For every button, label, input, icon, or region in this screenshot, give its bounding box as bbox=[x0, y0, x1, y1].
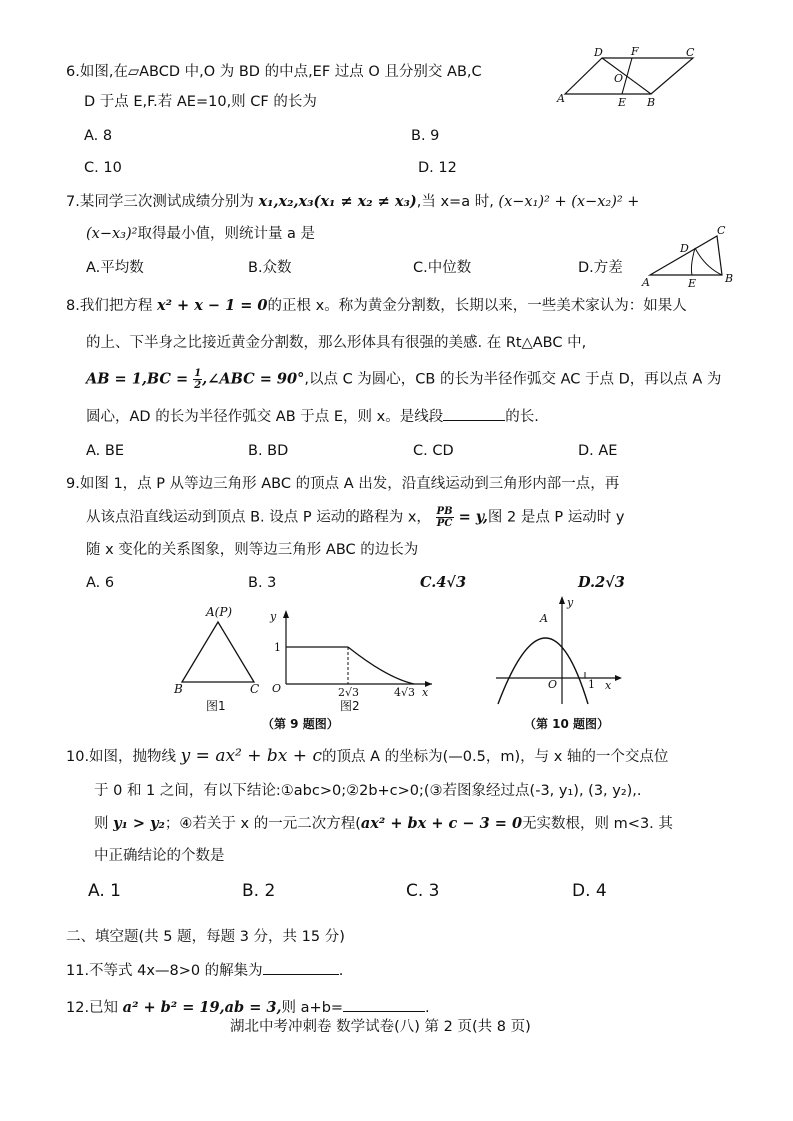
q7-expr2: (x−x₃)² bbox=[86, 226, 138, 242]
q7-vars: x₁,x₂,x₃(x₁ ≠ x₂ ≠ x₃) bbox=[258, 193, 417, 210]
q9-frac-num: PB bbox=[436, 506, 453, 517]
q6-option-c: C. 10 bbox=[84, 160, 122, 176]
q7-option-d: D.方差 bbox=[578, 260, 623, 276]
q7-fig-label-d: D bbox=[680, 242, 689, 255]
q9-line2-prefix: 从该点沿直线运动到顶点 B. 设点 P 运动的路程为 x， bbox=[86, 509, 436, 526]
q7-fig-label-e: E bbox=[688, 277, 697, 290]
q9-line2-eq: = y, bbox=[453, 508, 488, 526]
q7-fig-label-b: B bbox=[725, 272, 734, 285]
q9-fig1-label-c: C bbox=[250, 682, 260, 696]
q9-option-b: B. 3 bbox=[248, 575, 277, 591]
q6-label-d: D bbox=[594, 46, 603, 59]
q6-parallelogram-figure bbox=[548, 44, 708, 114]
q6-label-c: C bbox=[686, 46, 695, 59]
q10-option-b: B. 2 bbox=[242, 881, 276, 901]
q7-fig-label-a: A bbox=[642, 276, 650, 289]
q8-line4-suffix: 的长. bbox=[505, 409, 539, 425]
q10-fig-label-o: O bbox=[548, 678, 558, 691]
q7-option-b: B.众数 bbox=[248, 260, 292, 276]
section2-heading: 二、填空题(共 5 题，每题 3 分，共 15 分) bbox=[66, 929, 345, 945]
q12-answer-blank[interactable] bbox=[343, 997, 425, 1012]
q9-fig2-caption: 图2 bbox=[340, 699, 360, 713]
q8-frac-den: 2 bbox=[194, 380, 202, 391]
q10-line4: 中正确结论的个数是 bbox=[94, 848, 225, 864]
q9-option-c: C.4√3 bbox=[420, 574, 467, 591]
q6-label-a: A bbox=[557, 92, 565, 105]
q8-line2: 的上、下半身之比接近黄金分割数，那么形体具有很强的美感. 在 Rt△ABC 中, bbox=[86, 335, 587, 351]
q11-prefix: 11.不等式 4x—8>0 的解集为 bbox=[66, 963, 263, 979]
q12-line bbox=[66, 997, 430, 1018]
q10-figure-caption: （第 10 题图） bbox=[524, 717, 610, 731]
q8-option-c: C. CD bbox=[413, 443, 454, 459]
q9-fig2-graph bbox=[262, 600, 442, 700]
q10-prefix: 10.如图，抛物线 bbox=[66, 749, 181, 765]
q10-line3 bbox=[94, 814, 673, 834]
q10-equation2: ax² + bx + c − 3 = 0 bbox=[360, 815, 523, 832]
q8-triangle-figure bbox=[640, 222, 740, 290]
q7-line2 bbox=[86, 224, 315, 244]
q10-fig-label-a: A bbox=[540, 612, 548, 625]
q8-answer-blank[interactable] bbox=[443, 406, 505, 421]
q10-line1-suffix: 的顶点 A 的坐标为(—0.5，m)，与 x 轴的一个交点位 bbox=[321, 749, 669, 765]
q12-given: a² + b² = 19,ab = 3, bbox=[122, 999, 282, 1016]
q11-line bbox=[66, 960, 343, 981]
q10-ineq: y₁ > y₂ bbox=[113, 815, 165, 832]
q6-label-e: E bbox=[618, 96, 627, 109]
q8-line4 bbox=[86, 406, 539, 427]
q6-line2: D 于点 E,F.若 AE=10,则 CF 的长为 bbox=[84, 94, 317, 110]
page-footer: 湖北中考冲刺卷 数学试卷(八) 第 2 页(共 8 页) bbox=[230, 1019, 531, 1035]
q9-fraction bbox=[436, 506, 454, 529]
q12-prefix: 12.已知 bbox=[66, 1000, 123, 1016]
q10-option-a: A. 1 bbox=[88, 881, 121, 901]
q8-option-a: A. BE bbox=[86, 443, 124, 459]
q9-option-a: A. 6 bbox=[86, 575, 115, 591]
q9-fig1-label-a: A(P) bbox=[206, 605, 233, 619]
q10-fig-label-y: y bbox=[567, 596, 574, 609]
q6-label-b: B bbox=[647, 96, 656, 109]
q10-fig-label-1: 1 bbox=[588, 678, 595, 691]
q9-line2 bbox=[86, 506, 624, 529]
q8-line4-prefix: 圆心，AD 的长为半径作弧交 AB 于点 E，则 x。是线段 bbox=[86, 409, 444, 425]
q6-line1: 6.如图,在▱ABCD 中,O 为 BD 的中点,EF 过点 O 且分别交 AB,C bbox=[66, 64, 482, 80]
q11-suffix: . bbox=[338, 963, 344, 979]
q9-fig1-triangle bbox=[170, 600, 270, 700]
q7-expr1: (x−x₁)² + (x−x₂)² + bbox=[498, 194, 640, 210]
q9-fig2-label-4sqrt3: 4√3 bbox=[394, 686, 416, 699]
q7-fig-label-c: C bbox=[717, 224, 726, 237]
q10-parabola-figure bbox=[490, 592, 630, 712]
q9-fig1-label-b: B bbox=[174, 682, 183, 696]
q10-fig-label-x: x bbox=[605, 679, 612, 692]
q9-option-d: D.2√3 bbox=[578, 574, 625, 591]
q9-fig2-label-2sqrt3: 2√3 bbox=[338, 686, 360, 699]
q12-mid: 则 a+b= bbox=[281, 1000, 344, 1016]
q8-line3 bbox=[86, 368, 721, 391]
q9-figure-caption: （第 9 题图） bbox=[262, 717, 339, 731]
q8-line3-suffix: ,以点 C 为圆心，CB 的长为半径作弧交 AC 于点 D，再以点 A 为 bbox=[304, 371, 722, 388]
q7-line1 bbox=[66, 192, 639, 212]
q8-option-b: B. BD bbox=[248, 443, 289, 459]
q10-line3-suffix: 无实数根，则 m<3. 其 bbox=[522, 816, 673, 832]
q9-line2-suffix: 图 2 是点 P 运动时 y bbox=[487, 509, 625, 526]
q6-option-b: B. 9 bbox=[411, 128, 440, 144]
q8-fraction bbox=[193, 368, 202, 391]
q8-line1-suffix: 的正根 x。称为黄金分割数，长期以来，一些美术家认为：如果人 bbox=[267, 298, 687, 314]
q8-equation: x² + x − 1 = 0 bbox=[156, 297, 268, 314]
q9-line3: 随 x 变化的关系图象，则等边三角形 ABC 的边长为 bbox=[86, 542, 419, 558]
q8-prefix: 8.我们把方程 bbox=[66, 298, 157, 314]
q10-equation: y = ax² + bx + c bbox=[180, 746, 322, 766]
q9-fig1-caption: 图1 bbox=[206, 699, 226, 713]
q8-line1 bbox=[66, 296, 687, 316]
q8-option-d: D. AE bbox=[578, 443, 618, 459]
q11-answer-blank[interactable] bbox=[263, 960, 339, 975]
q7-mid: ,当 x=a 时, bbox=[416, 194, 499, 210]
q9-frac-den: PC bbox=[436, 518, 453, 529]
q10-line3-prefix: 则 bbox=[94, 816, 114, 832]
q7-option-a: A.平均数 bbox=[86, 260, 144, 276]
q9-fig2-label-1: 1 bbox=[274, 641, 281, 654]
q10-option-c: C. 3 bbox=[406, 881, 440, 901]
q8-given1: AB = 1,BC = bbox=[86, 370, 194, 388]
q6-option-a: A. 8 bbox=[84, 128, 113, 144]
q9-fig2-label-x: x bbox=[422, 686, 429, 699]
q10-line2: 于 0 和 1 之间，有以下结论:①abc>0;②2b+c>0;(③若图象经过点(-3, y₁), (3, y₂),. bbox=[94, 783, 642, 799]
q8-given2: ,∠ABC = 90° bbox=[202, 370, 305, 388]
q8-frac-num: 1 bbox=[194, 368, 202, 379]
q7-option-c: C.中位数 bbox=[413, 260, 472, 276]
q10-line1 bbox=[66, 746, 668, 767]
q9-fig2-label-o: O bbox=[272, 682, 282, 695]
q12-suffix: . bbox=[425, 1000, 430, 1016]
q6-label-f: F bbox=[631, 45, 639, 58]
q6-option-d: D. 12 bbox=[418, 160, 457, 176]
q7-prefix: 7.某同学三次测试成绩分别为 bbox=[66, 194, 259, 210]
q10-line3-mid: ；④若关于 x 的一元二次方程( bbox=[164, 816, 361, 832]
q9-line1: 9.如图 1，点 P 从等边三角形 ABC 的顶点 A 出发，沿直线运动到三角形内部一点，再 bbox=[66, 476, 620, 492]
q6-label-o: O bbox=[614, 72, 624, 85]
q7-line2-suffix: 取得最小值，则统计量 a 是 bbox=[137, 226, 316, 242]
q9-fig2-label-y: y bbox=[270, 610, 277, 623]
q10-option-d: D. 4 bbox=[572, 881, 607, 901]
